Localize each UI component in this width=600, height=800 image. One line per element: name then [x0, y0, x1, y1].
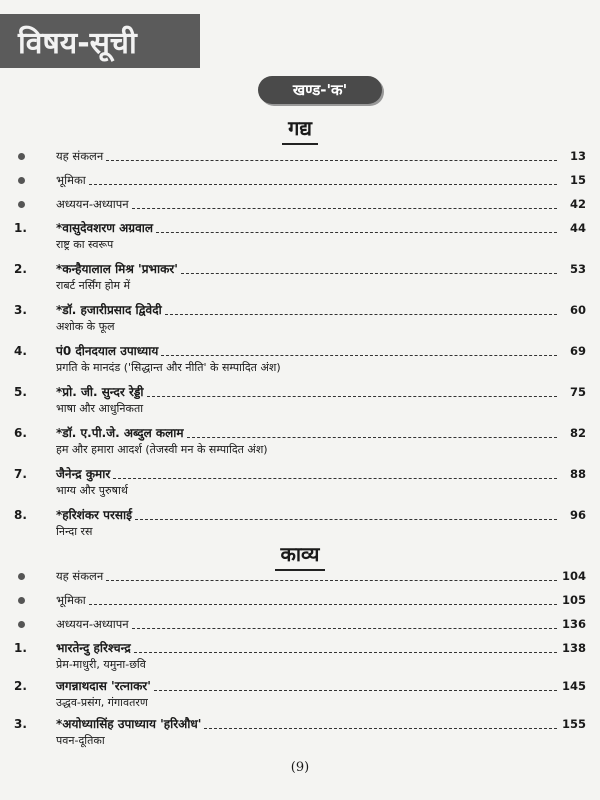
entry-number: 1.	[14, 641, 27, 655]
entry-page-number: 96	[569, 508, 586, 522]
entry-title: *हरिशंकर परसाई	[56, 508, 132, 522]
bullet-icon	[18, 621, 25, 628]
entry-subtitle: पवन-दूतिका	[56, 734, 105, 747]
bullet-icon	[18, 597, 25, 604]
toc-entry	[0, 676, 600, 714]
entry-page-number: 82	[569, 426, 586, 440]
entry-title: जैनेन्द्र कुमार	[56, 467, 111, 481]
entry-subtitle: प्रगति के मानदंड ('सिद्धान्त और नीति' के सम्पादित अंश)	[56, 361, 281, 374]
entry-number: 4.	[14, 344, 27, 358]
entry-page-number: 75	[569, 385, 586, 399]
entry-subtitle: प्रेम-माधुरी, यमुना-छवि	[56, 658, 146, 671]
leader-dots	[165, 313, 557, 315]
entry-title: भूमिका	[56, 173, 86, 187]
entry-page-number: 88	[569, 467, 586, 481]
toc-entry	[0, 638, 600, 676]
entry-number: 2.	[14, 679, 27, 693]
entry-number: 5.	[14, 385, 27, 399]
leader-dots	[134, 651, 557, 653]
toc-row	[0, 300, 600, 320]
toc-row	[0, 218, 600, 238]
entry-page-number: 53	[569, 262, 586, 276]
entry-page-number: 69	[569, 344, 586, 358]
entry-title: भारतेन्दु हरिश्चन्द्र	[56, 641, 131, 655]
leader-dots	[187, 436, 557, 438]
entry-number: 1.	[14, 221, 27, 235]
toc-row	[0, 194, 600, 214]
toc-entry	[0, 194, 600, 218]
entry-title: जगन्नाथदास 'रत्नाकर'	[56, 679, 151, 693]
entry-page-number: 60	[569, 303, 586, 317]
toc-entry	[0, 300, 600, 341]
entry-number: 3.	[14, 303, 27, 317]
toc-row	[0, 614, 600, 634]
toc-row	[0, 464, 600, 484]
entry-page-number: 13	[569, 149, 586, 163]
entry-subtitle: हम और हमारा आदर्श (तेजस्वी मन के सम्पादित अंश)	[56, 443, 268, 456]
entry-subtitle: राबर्ट नर्सिंग होम में	[56, 279, 131, 292]
entry-page-number: 42	[569, 197, 586, 211]
toc-entry	[0, 566, 600, 590]
leader-dots	[106, 159, 557, 161]
entry-title: पं0 दीनदयाल उपाध्याय	[56, 344, 159, 358]
bullet-icon	[18, 177, 25, 184]
toc-row	[0, 505, 600, 525]
leader-dots	[147, 395, 558, 397]
entry-number: 6.	[14, 426, 27, 440]
bullet-icon	[18, 201, 25, 208]
leader-dots	[132, 627, 557, 629]
toc-entry	[0, 146, 600, 170]
toc-row	[0, 259, 600, 279]
entry-number: 7.	[14, 467, 27, 481]
leader-dots	[89, 603, 557, 605]
entry-subtitle: उद्धव-प्रसंग, गंगावतरण	[56, 696, 148, 709]
toc-row	[0, 566, 600, 586]
entry-subtitle: अशोक के फूल	[56, 320, 115, 333]
entry-title: *वासुदेवशरण अग्रवाल	[56, 221, 153, 235]
entry-page-number: 104	[561, 569, 586, 583]
toc-row	[0, 676, 600, 696]
toc-entry	[0, 218, 600, 259]
entry-subtitle: भाग्य और पुरुषार्थ	[56, 484, 128, 497]
leader-dots	[154, 689, 557, 691]
bullet-icon	[18, 153, 25, 160]
leader-dots	[132, 207, 557, 209]
toc-entry	[0, 259, 600, 300]
entry-title: अध्ययन-अध्यापन	[56, 617, 129, 631]
entry-subtitle: भाषा और आधुनिकता	[56, 402, 144, 415]
toc-entry	[0, 341, 600, 382]
leader-dots	[113, 477, 557, 479]
toc-row	[0, 638, 600, 658]
entry-title: *डॉ. ए.पी.जे. अब्दुल कलाम	[56, 426, 184, 440]
toc-entry	[0, 170, 600, 194]
entry-title: यह संकलन	[56, 569, 104, 583]
leader-dots	[156, 231, 557, 233]
entry-title: *कन्हैयालाल मिश्र 'प्रभाकर'	[56, 262, 178, 276]
entry-page-number: 138	[561, 641, 586, 655]
toc-row	[0, 170, 600, 190]
toc-row	[0, 714, 600, 734]
toc-entry	[0, 464, 600, 505]
bullet-icon	[18, 573, 25, 580]
gadya-heading-text: गद्य	[282, 114, 318, 145]
leader-dots	[106, 579, 557, 581]
gadya-heading	[0, 114, 600, 145]
toc-row	[0, 423, 600, 443]
entry-title: *प्रो. जी. सुन्दर रेड्डी	[56, 385, 144, 399]
entry-page-number: 15	[569, 173, 586, 187]
toc-entry	[0, 382, 600, 423]
toc-row	[0, 146, 600, 166]
leader-dots	[204, 727, 557, 729]
toc-row	[0, 590, 600, 610]
entry-title: अध्ययन-अध्यापन	[56, 197, 129, 211]
entry-page-number: 136	[561, 617, 586, 631]
section-label: खण्ड-'क'	[258, 76, 382, 104]
entry-title: भूमिका	[56, 593, 86, 607]
toc-row	[0, 382, 600, 402]
entry-number: 3.	[14, 717, 27, 731]
entry-page-number: 155	[561, 717, 586, 731]
entry-title: यह संकलन	[56, 149, 104, 163]
entry-page-number: 44	[569, 221, 586, 235]
entry-subtitle: निन्दा रस	[56, 525, 93, 538]
leader-dots	[161, 354, 557, 356]
entry-title: *डॉ. हजारीप्रसाद द्विवेदी	[56, 303, 162, 317]
toc-entry	[0, 614, 600, 638]
page-number: (9)	[290, 760, 310, 775]
entry-number: 8.	[14, 508, 27, 522]
toc-entry	[0, 714, 600, 752]
entry-page-number: 105	[561, 593, 586, 607]
entry-subtitle: राष्ट्र का स्वरूप	[56, 238, 114, 251]
entry-number: 2.	[14, 262, 27, 276]
toc-row	[0, 341, 600, 361]
kavya-heading-text: काव्य	[275, 540, 326, 571]
leader-dots	[135, 518, 557, 520]
leader-dots	[89, 183, 557, 185]
leader-dots	[181, 272, 557, 274]
toc-entry	[0, 423, 600, 464]
page-title: विषय-सूची	[0, 14, 200, 68]
entry-title: *अयोध्यासिंह उपाध्याय 'हरिऔध'	[56, 717, 202, 731]
toc-entry	[0, 590, 600, 614]
entry-page-number: 145	[561, 679, 586, 693]
